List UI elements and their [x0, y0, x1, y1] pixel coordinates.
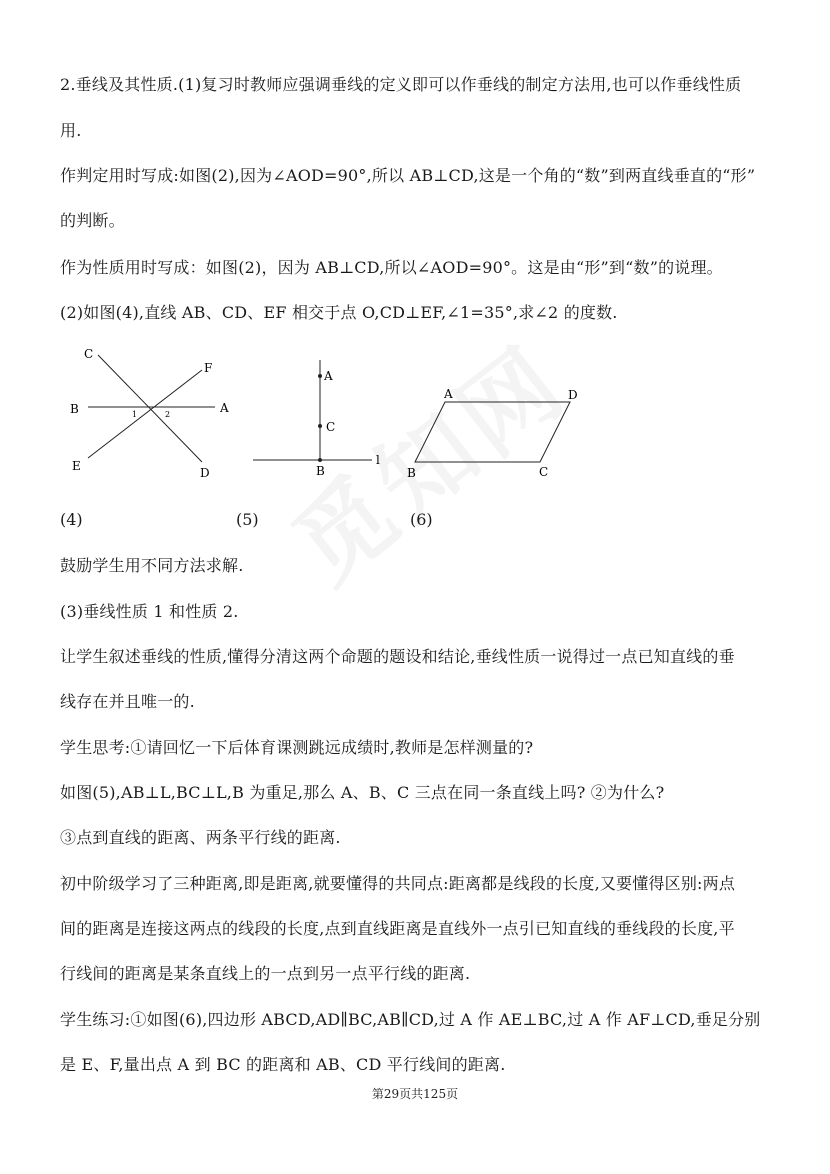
parallelogram-abcd [415, 402, 570, 462]
text-line-2: 用. [60, 121, 82, 140]
label-b: B [70, 402, 79, 416]
label-b: B [316, 464, 325, 478]
text-line-11: 学生思考:①请回忆一下后体育课测跳远成绩时,教师是怎样测量的? [60, 738, 534, 757]
label-b: B [407, 466, 416, 480]
point-a [318, 374, 322, 378]
text-line-1: 2.垂线及其性质.(1)复习时教师应强调垂线的定义即可以作垂线的制定方法用,也可以作垂线性质 [60, 75, 742, 94]
text-line-6: (2)如图(4),直线 AB、CD、EF 相交于点 O,CD⊥EF,∠1=35°,求∠2 的度数. [60, 303, 618, 322]
figure-4 [60, 340, 240, 485]
label-a: A [220, 401, 229, 415]
text-line-18: 是 E、F,量出点 A 到 BC 的距离和 AB、CD 平行线间的距离. [60, 1055, 506, 1074]
label-l: l [376, 453, 380, 467]
line-cd [98, 355, 202, 462]
text-line-10: 线存在并且唯一的. [60, 692, 195, 711]
point-b [318, 458, 322, 462]
text-line-3: 作判定用时写成:如图(2),因为∠AOD=90°,所以 AB⊥CD,这是一个角的“数”到两直线垂直的“形” [60, 166, 756, 185]
figure-6-caption: (6) [410, 510, 433, 529]
angle-2-label: 2 [165, 410, 171, 419]
text-line-14: 初中阶级学习了三种距离,即是距离,就要懂得的共同点:距离都是线段的长度,又要懂得区别:两点 [60, 874, 736, 893]
figure-4-caption: (4) [60, 510, 83, 529]
label-f: F [204, 361, 213, 375]
figure-5-caption: (5) [236, 510, 259, 529]
label-e: E [72, 459, 81, 473]
label-c: C [326, 420, 336, 434]
text-line-8: (3)垂线性质 1 和性质 2. [60, 602, 239, 621]
page-footer: 第29页共125页 [371, 1087, 459, 1101]
label-d: D [200, 466, 210, 480]
text-line-7: 鼓励学生用不同方法求解. [60, 556, 244, 575]
figure-6 [400, 380, 590, 485]
text-line-9: 让学生叙述垂线的性质,懂得分清这两个命题的题设和结论,垂线性质一说得过一点已知直线的垂 [60, 647, 735, 666]
text-line-5: 作为性质用时写成：如图(2)，因为 AB⊥CD,所以∠AOD=90°。这是由“形”到“数”的说理。 [60, 258, 723, 277]
label-a: A [444, 387, 453, 401]
text-line-17: 学生练习:①如图(6),四边形 ABCD,AD∥BC,AB∥CD,过 A 作 AE⊥BC,过 A 作 AF⊥CD,垂足分别 [60, 1010, 761, 1029]
label-c: C [84, 347, 94, 361]
point-c [318, 424, 322, 428]
angle-1-label: 1 [132, 410, 138, 419]
label-c: C [539, 465, 549, 479]
text-line-13: ③点到直线的距离、两条平行线的距离. [60, 828, 341, 847]
text-line-4: 的判断。 [60, 211, 125, 230]
text-line-16: 行线间的距离是某条直线上的一点到另一点平行线的距离. [60, 964, 471, 983]
text-line-15: 间的距离是连接这两点的线段的长度,点到直线距离是直线外一点引已知直线的垂线段的长度,平 [60, 919, 735, 938]
label-d: D [568, 388, 578, 402]
figure-5 [250, 350, 400, 485]
label-a: A [324, 369, 333, 383]
text-line-12: 如图(5),AB⊥L,BC⊥L,B 为重足,那么 A、B、C 三点在同一条直线上吗? ②为什么? [60, 783, 665, 802]
